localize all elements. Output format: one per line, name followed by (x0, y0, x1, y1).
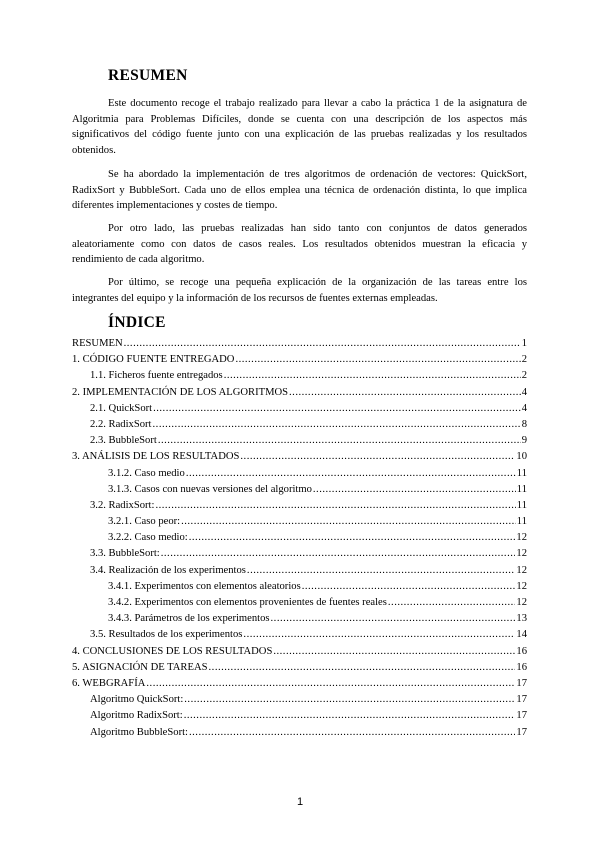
toc-page-number: 17 (516, 726, 527, 738)
toc-leader-dots (189, 530, 516, 546)
toc-page-number: 10 (516, 451, 527, 463)
toc-leader-dots (153, 401, 521, 417)
toc-entry-label: Algoritmo BubbleSort: (90, 726, 188, 738)
toc-leader-dots (289, 385, 521, 401)
toc-entry-label: RESUMEN (72, 338, 123, 349)
toc-leader-dots (186, 466, 516, 482)
resumen-paragraph-4: Por último, se recoge una pequeña explicación de la organización de las tareas entre los integrantes del equipo y la información de los recursos de fuentes externas empleadas. (72, 277, 527, 304)
toc-entry-label: 3.2.1. Caso peor: (108, 516, 181, 528)
toc-entry-web-radixsort[interactable] (72, 708, 527, 724)
toc-page-number: 9 (521, 435, 527, 447)
toc-page-number: 16 (516, 645, 527, 657)
toc-entry-nuevas-versiones[interactable] (72, 482, 527, 498)
toc-entry-radixsort[interactable] (72, 417, 527, 433)
toc-entry-experimentos-reales[interactable] (72, 595, 527, 611)
toc-entry-implementacion[interactable] (72, 385, 527, 401)
resumen-paragraph-2: Se ha abordado la implementación de tres algoritmos de ordenación de vectores: QuickSort, RadixSort y BubbleSort. Cada uno de ellos emplea una técnica de ordenación distinta, lo que implica diferentes implementaciones y costes de tiempo. (72, 169, 527, 212)
toc-entry-label: 5. ASIGNACIÓN DE TAREAS (72, 661, 208, 673)
toc-page-number: 16 (516, 661, 527, 673)
toc-page-number: 13 (516, 613, 527, 625)
toc-entry-asignacion-tareas[interactable] (72, 660, 527, 676)
toc-entry-label: 2.2. RadixSort (90, 418, 152, 430)
toc-entry-label: 3.4.2. Experimentos con elementos provenientes de fuentes reales (108, 597, 387, 608)
toc-leader-dots (184, 692, 515, 708)
page-number: 1 (296, 796, 304, 808)
toc-entry-label: 3.2. RadixSort: (90, 499, 155, 511)
resumen-heading: RESUMEN (108, 67, 188, 84)
toc-page-number: 11 (516, 499, 527, 511)
toc-entry-quicksort[interactable] (72, 401, 527, 417)
toc-page-number: 1 (521, 338, 527, 349)
toc-leader-dots (161, 546, 516, 562)
toc-leader-dots (158, 433, 521, 449)
toc-entry-resumen[interactable] (72, 336, 527, 352)
toc-entry-label: 3.4.3. Parámetros de los experimentos (108, 613, 270, 625)
toc-entry-label: 1.1. Ficheros fuente entregados (90, 370, 223, 382)
toc-leader-dots (247, 563, 515, 579)
toc-page-number: 17 (516, 677, 527, 689)
toc-entry-analisis[interactable] (72, 449, 527, 465)
toc-entry-caso-medio-radix[interactable] (72, 530, 527, 546)
toc-leader-dots (146, 676, 515, 692)
toc-leader-dots (209, 660, 516, 676)
toc-leader-dots (184, 708, 516, 724)
toc-page-number: 2 (521, 354, 527, 366)
toc-entry-bubblesort[interactable] (72, 433, 527, 449)
toc-page-number: 11 (516, 483, 527, 495)
toc-entry-radixsort-analisis[interactable] (72, 498, 527, 514)
toc-page-number: 11 (516, 467, 527, 479)
toc-entry-label: Algoritmo RadixSort: (90, 710, 183, 722)
toc-page-number: 11 (516, 516, 527, 528)
toc-leader-dots (189, 725, 515, 741)
toc-entry-webgrafia[interactable] (72, 676, 527, 692)
toc-entry-web-bubblesort[interactable] (72, 725, 527, 741)
toc-entry-parametros[interactable] (72, 611, 527, 627)
toc-entry-label: 3.2.2. Caso medio: (108, 532, 188, 544)
toc-leader-dots (240, 449, 515, 465)
toc-page-number: 12 (516, 580, 527, 592)
toc-page-number: 12 (516, 532, 527, 544)
toc-page-number: 4 (521, 386, 527, 398)
toc-leader-dots (388, 595, 516, 611)
toc-leader-dots (153, 417, 521, 433)
toc-entry-realizacion-experimentos[interactable] (72, 563, 527, 579)
indice-heading: ÍNDICE (108, 314, 166, 331)
toc-entry-experimentos-aleatorios[interactable] (72, 579, 527, 595)
toc-leader-dots (181, 514, 516, 530)
toc-leader-dots (313, 482, 516, 498)
toc-entry-ficheros-fuente[interactable] (72, 368, 527, 384)
toc-entry-label: 2.3. BubbleSort (90, 435, 157, 447)
toc-entry-bubblesort-analisis[interactable] (72, 546, 527, 562)
toc-entry-label: 3. ANÁLISIS DE LOS RESULTADOS (72, 451, 240, 463)
toc-entry-label: Algoritmo QuickSort: (90, 694, 184, 706)
toc-page-number: 12 (516, 597, 527, 608)
toc-entry-label: 3.5. Resultados de los experimentos (90, 629, 243, 641)
toc-page-number: 8 (521, 418, 527, 430)
toc-leader-dots (235, 352, 520, 368)
toc-entry-resultados-experimentos[interactable] (72, 627, 527, 643)
toc-entry-label: 3.1.3. Casos con nuevas versiones del algoritmo (108, 483, 312, 495)
toc-entry-label: 3.4.1. Experimentos con elementos aleatorios (108, 580, 301, 592)
toc-page-number: 17 (516, 694, 527, 706)
toc-leader-dots (243, 627, 515, 643)
toc-entry-conclusiones[interactable] (72, 644, 527, 660)
toc-entry-label: 1. CÓDIGO FUENTE ENTREGADO (72, 354, 235, 366)
toc-entry-label: 2.1. QuickSort (90, 402, 153, 414)
toc-leader-dots (271, 611, 516, 627)
toc-page-number: 12 (516, 564, 527, 576)
toc-leader-dots (273, 644, 515, 660)
toc-page-number: 12 (516, 548, 527, 560)
table-of-contents (72, 336, 527, 741)
toc-entry-caso-medio[interactable] (72, 466, 527, 482)
toc-leader-dots (224, 368, 521, 384)
toc-leader-dots (155, 498, 515, 514)
toc-page-number: 2 (521, 370, 527, 382)
toc-page-number: 4 (521, 402, 527, 414)
toc-page-number: 14 (516, 629, 527, 641)
toc-entry-label: 3.3. BubbleSort: (90, 548, 160, 560)
toc-leader-dots (124, 336, 521, 352)
toc-entry-label: 3.1.2. Caso medio (108, 467, 185, 479)
toc-leader-dots (302, 579, 516, 595)
toc-entry-label: 2. IMPLEMENTACIÓN DE LOS ALGORITMOS (72, 386, 289, 398)
resumen-paragraph-3: Por otro lado, las pruebas realizadas han sido tanto con conjuntos de datos generados aleatoriamente como con datos de casos reales. Los resultados obtenidos muestran la eficacia y rendimiento de cada algoritmo. (72, 223, 527, 266)
toc-entry-codigo-fuente[interactable] (72, 352, 527, 368)
toc-entry-label: 4. CONCLUSIONES DE LOS RESULTADOS (72, 645, 273, 657)
toc-page-number: 17 (516, 710, 527, 722)
toc-entry-label: 3.4. Realización de los experimentos (90, 564, 246, 576)
toc-entry-label: 6. WEBGRAFÍA (72, 677, 146, 689)
toc-entry-web-quicksort[interactable] (72, 692, 527, 708)
resumen-paragraph-1: Este documento recoge el trabajo realizado para llevar a cabo la práctica 1 de la asignatura de Algoritmia para Problemas Difíciles, donde se cuenta con una descripción de los aspectos más significativos del código fuente junto con una explicación de las pruebas realizadas y los resultados obtenidos. (72, 98, 527, 156)
toc-entry-caso-peor[interactable] (72, 514, 527, 530)
